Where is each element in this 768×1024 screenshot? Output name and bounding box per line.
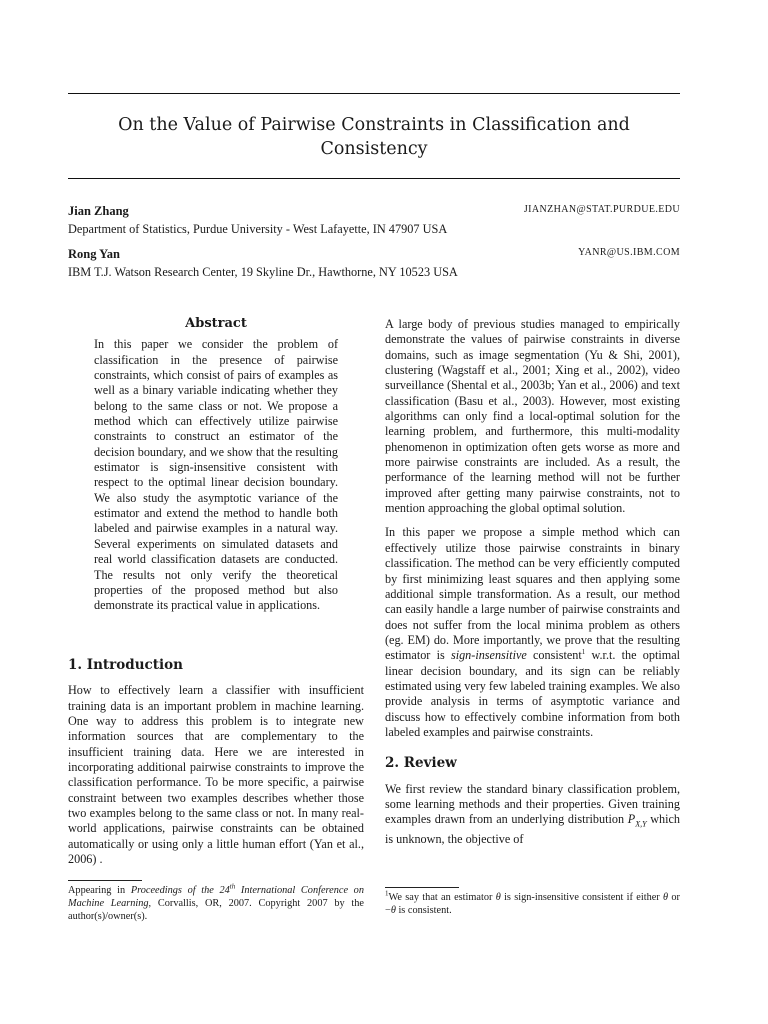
footnote-text: $^1$We say that an estimator θ is sign-insensitive consistent if either θ or −θ is consistent. [385, 889, 680, 916]
footnote-right [385, 887, 680, 917]
paragraph: How to effectively learn a classifier with insufficient training data is an important problem in machine learning. One way to address this problem is to integrate new information sources that are complementary to the insufficient training data. Here we are interested in incorporating additional pairwise constraints to improve the classification performance. To be more specific, a pairwise constraint between two examples describes whether those two examples belong to the same class or not. In many real-world applications, pairwise constraints can be obtained automatically or using only a little human effort (Yan et al., 2006) . [68, 683, 364, 867]
title-bottom-rule [68, 178, 680, 179]
section-heading: 2. Review [385, 755, 457, 772]
author-name: Jian Zhang [68, 204, 129, 218]
author-block-1 [68, 204, 680, 237]
footnote-text: Appearing in Proceedings of the 24th International Conference on Machine Learning, Corvallis, OR, 2007. Copyright 2007 by the author(s)/owner(s). [68, 882, 365, 922]
paragraph: In this paper we propose a simple method which can effectively utilize those pairwise constraints in binary classification. The method can be very efficiently computed by first minimizing least squares and then applying some additional simple transformation. As a result, our method can easily handle a large number of pairwise constraints and does not suffer from the local minima problem as others (eg. EM) do. More importantly, we prove that the resulting estimator is sign-insensitive consistent$^1$ w.r.t. the optimal linear decision boundary, and its sign can be reliably estimated using very few labeled training examples. We also provide analysis in terms of asymptotic variance and discuss how to effectively combine information from both labeled examples and pairwise constraints. [385, 525, 681, 739]
author-email: JIANZHAN@STAT.PURDUE.EDU [523, 204, 680, 215]
paper-title: On the Value of Pairwise Constraints in Classification and Consistency [118, 115, 630, 159]
author-affiliation: IBM T.J. Watson Research Center, 19 Skyline Dr., Hawthorne, NY 10523 USA [68, 265, 458, 279]
paragraph: A large body of previous studies managed to empirically demonstrate the values of pairwise constraints in diverse domains, such as image segmentation (Yu & Shi, 2001), clustering (Wagstaff et al., 2001; Xing et al., 2002), video surveillance (Shental et al., 2003b; Yan et al., 2006) and text classification (Basu et al., 2003). However, most existing algorithms can only find a local-optimal solution for the learning problem, and furthermore, this multi-modality phenomenon in optimization often gets worse as more and more pairwise constraints are included. As a result, the performance of the learning method will not be further improved after getting many pairwise constraints, not to mention approaching the global optimal solution. [385, 317, 680, 516]
abstract-section [94, 316, 338, 623]
author-block-2 [68, 247, 680, 280]
section-heading: 1. Introduction [68, 657, 183, 673]
author-affiliation: Department of Statistics, Purdue University - West Lafayette, IN 47907 USA [68, 222, 448, 236]
footnote-rule [68, 880, 142, 881]
footnote-left [68, 880, 364, 923]
author-email: YANR@US.IBM.COM [578, 247, 680, 258]
introduction-section [68, 658, 364, 876]
abstract-heading: Abstract [185, 316, 247, 331]
abstract-text: In this paper we consider the problem of classification in the presence of pairwise constraints, which consist of pairs of examples as well as a binary variable indicating whether they belong to the same class or not. We propose a method which can effectively utilize pairwise constraints to construct an estimator of the decision boundary, and we show that the resulting estimator is sign-insensitive consistent with respect to the optimal linear decision boundary. We also study the asymptotic variance of the estimator and extend the method to handle both labeled and pairwise examples in a natural way. Several experiments on simulated datasets and real world classification datasets are conducted. The results not only verify the theoretical properties of the proposed method but also demonstrate its practical value in applications. [94, 337, 338, 613]
author-name: Rong Yan [68, 247, 120, 261]
title-top-rule [68, 93, 680, 94]
paragraph: We first review the standard binary classification problem, some learning methods and their properties. Given training examples drawn from an underlying distribution $P_{X,Y}$ which is unknown, the objective of [385, 781, 680, 847]
right-column [385, 317, 680, 856]
footnote-rule [385, 887, 459, 888]
